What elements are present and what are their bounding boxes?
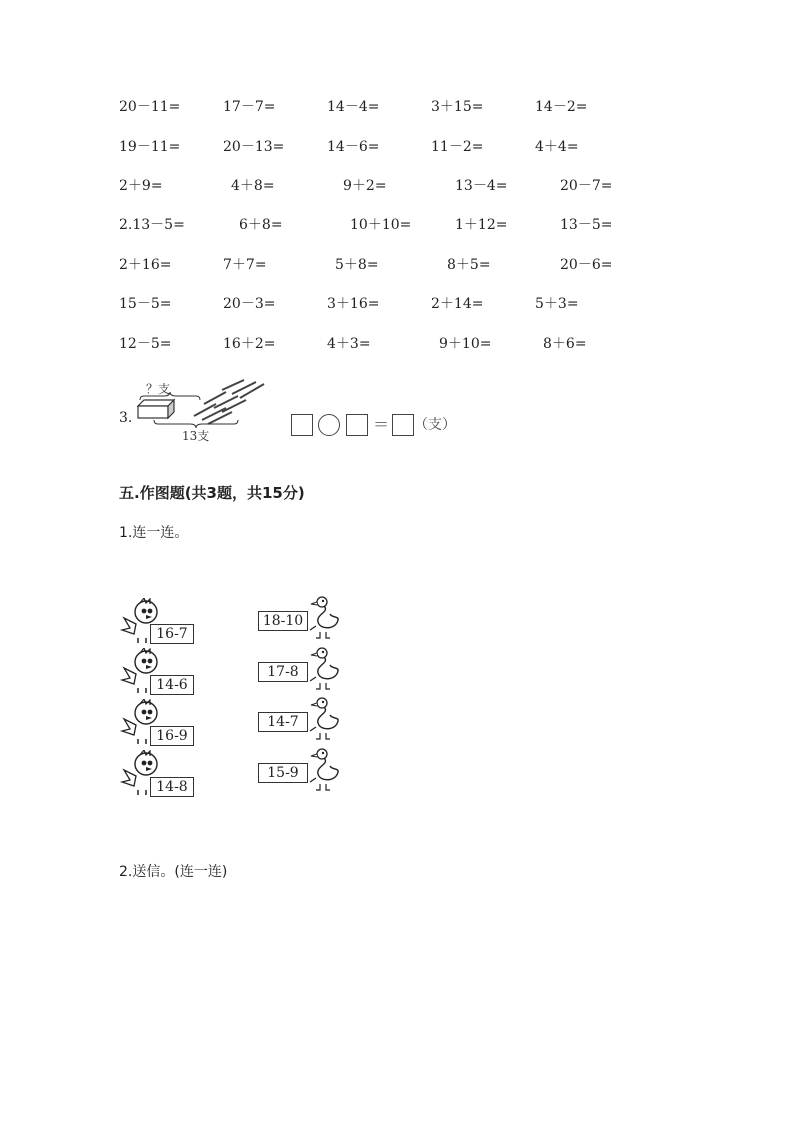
equation: 2＋9= xyxy=(119,178,163,194)
goose-icon xyxy=(308,596,340,640)
question-number: 3. xyxy=(119,410,133,426)
equation: 14－6= xyxy=(327,139,380,155)
equation: 20－13= xyxy=(223,139,285,155)
equation: 2＋14= xyxy=(431,296,484,312)
equation: 13－4= xyxy=(455,178,508,194)
answer-box[interactable] xyxy=(346,414,368,436)
equation: 17－7= xyxy=(223,99,276,115)
equation: 5＋8= xyxy=(335,257,379,273)
equation: 20－7= xyxy=(560,178,613,194)
arithmetic-row xyxy=(0,137,794,161)
goose-icon xyxy=(308,697,340,741)
equation: 5＋3= xyxy=(535,296,579,312)
section-heading: 五.作图题(共3题，共15分) xyxy=(119,484,305,502)
equation: 15－5= xyxy=(119,296,172,312)
equation: 12－5= xyxy=(119,336,172,352)
equation: 20－6= xyxy=(560,257,613,273)
equation: 8＋5= xyxy=(447,257,491,273)
answer-box[interactable] xyxy=(291,414,313,436)
equation: 11－2= xyxy=(431,139,484,155)
question-label: 2.送信。(连一连) xyxy=(119,864,228,880)
equation: 4＋4= xyxy=(535,139,579,155)
equation: 19－11= xyxy=(119,139,181,155)
answer-box[interactable] xyxy=(392,414,414,436)
equation: 2＋16= xyxy=(119,257,172,273)
equation: 16＋2= xyxy=(223,336,276,352)
equation: 4＋3= xyxy=(327,336,371,352)
pencil-box-icon xyxy=(138,400,174,418)
arithmetic-row xyxy=(0,176,794,200)
arithmetic-row xyxy=(0,294,794,318)
pencil-box-figure xyxy=(134,378,274,442)
equation: 3＋15= xyxy=(431,99,484,115)
goose-icon xyxy=(308,647,340,691)
expression-card: 14-6 xyxy=(150,675,194,695)
expression-card: 18-10 xyxy=(258,611,308,631)
pencils-icon xyxy=(194,380,264,424)
equation: 3＋16= xyxy=(327,296,380,312)
arithmetic-row xyxy=(0,97,794,121)
equation: 6＋8= xyxy=(239,217,283,233)
equation: 9＋2= xyxy=(343,178,387,194)
expression-card: 17-8 xyxy=(258,662,308,682)
equation: 14－2= xyxy=(535,99,588,115)
equation: 2.13－5= xyxy=(119,217,185,233)
expression-card: 16-7 xyxy=(150,624,194,644)
expression-card: 15-9 xyxy=(258,763,308,783)
equation: 20－3= xyxy=(223,296,276,312)
brace-bottom xyxy=(154,420,238,428)
total-label: 13支 xyxy=(182,429,210,442)
equation: 13－5= xyxy=(560,217,613,233)
unit-label: （支） xyxy=(414,417,456,433)
equation: 1＋12= xyxy=(455,217,508,233)
equation: 10＋10= xyxy=(350,217,412,233)
equation: 9＋10= xyxy=(439,336,492,352)
question-label: 1.连一连。 xyxy=(119,525,189,541)
equation: 7＋7= xyxy=(223,257,267,273)
goose-icon xyxy=(308,748,340,792)
expression-card: 14-7 xyxy=(258,712,308,732)
expression-card: 16-9 xyxy=(150,726,194,746)
question-label: ？支 xyxy=(146,382,171,396)
equation: 14－4= xyxy=(327,99,380,115)
arithmetic-row xyxy=(0,255,794,279)
arithmetic-row xyxy=(0,334,794,358)
equals-sign: ＝ xyxy=(373,415,390,434)
equation: 20－11= xyxy=(119,99,181,115)
arithmetic-row xyxy=(0,215,794,239)
operator-circle[interactable] xyxy=(318,414,340,436)
equation: 4＋8= xyxy=(231,178,275,194)
expression-card: 14-8 xyxy=(150,777,194,797)
equation: 8＋6= xyxy=(543,336,587,352)
